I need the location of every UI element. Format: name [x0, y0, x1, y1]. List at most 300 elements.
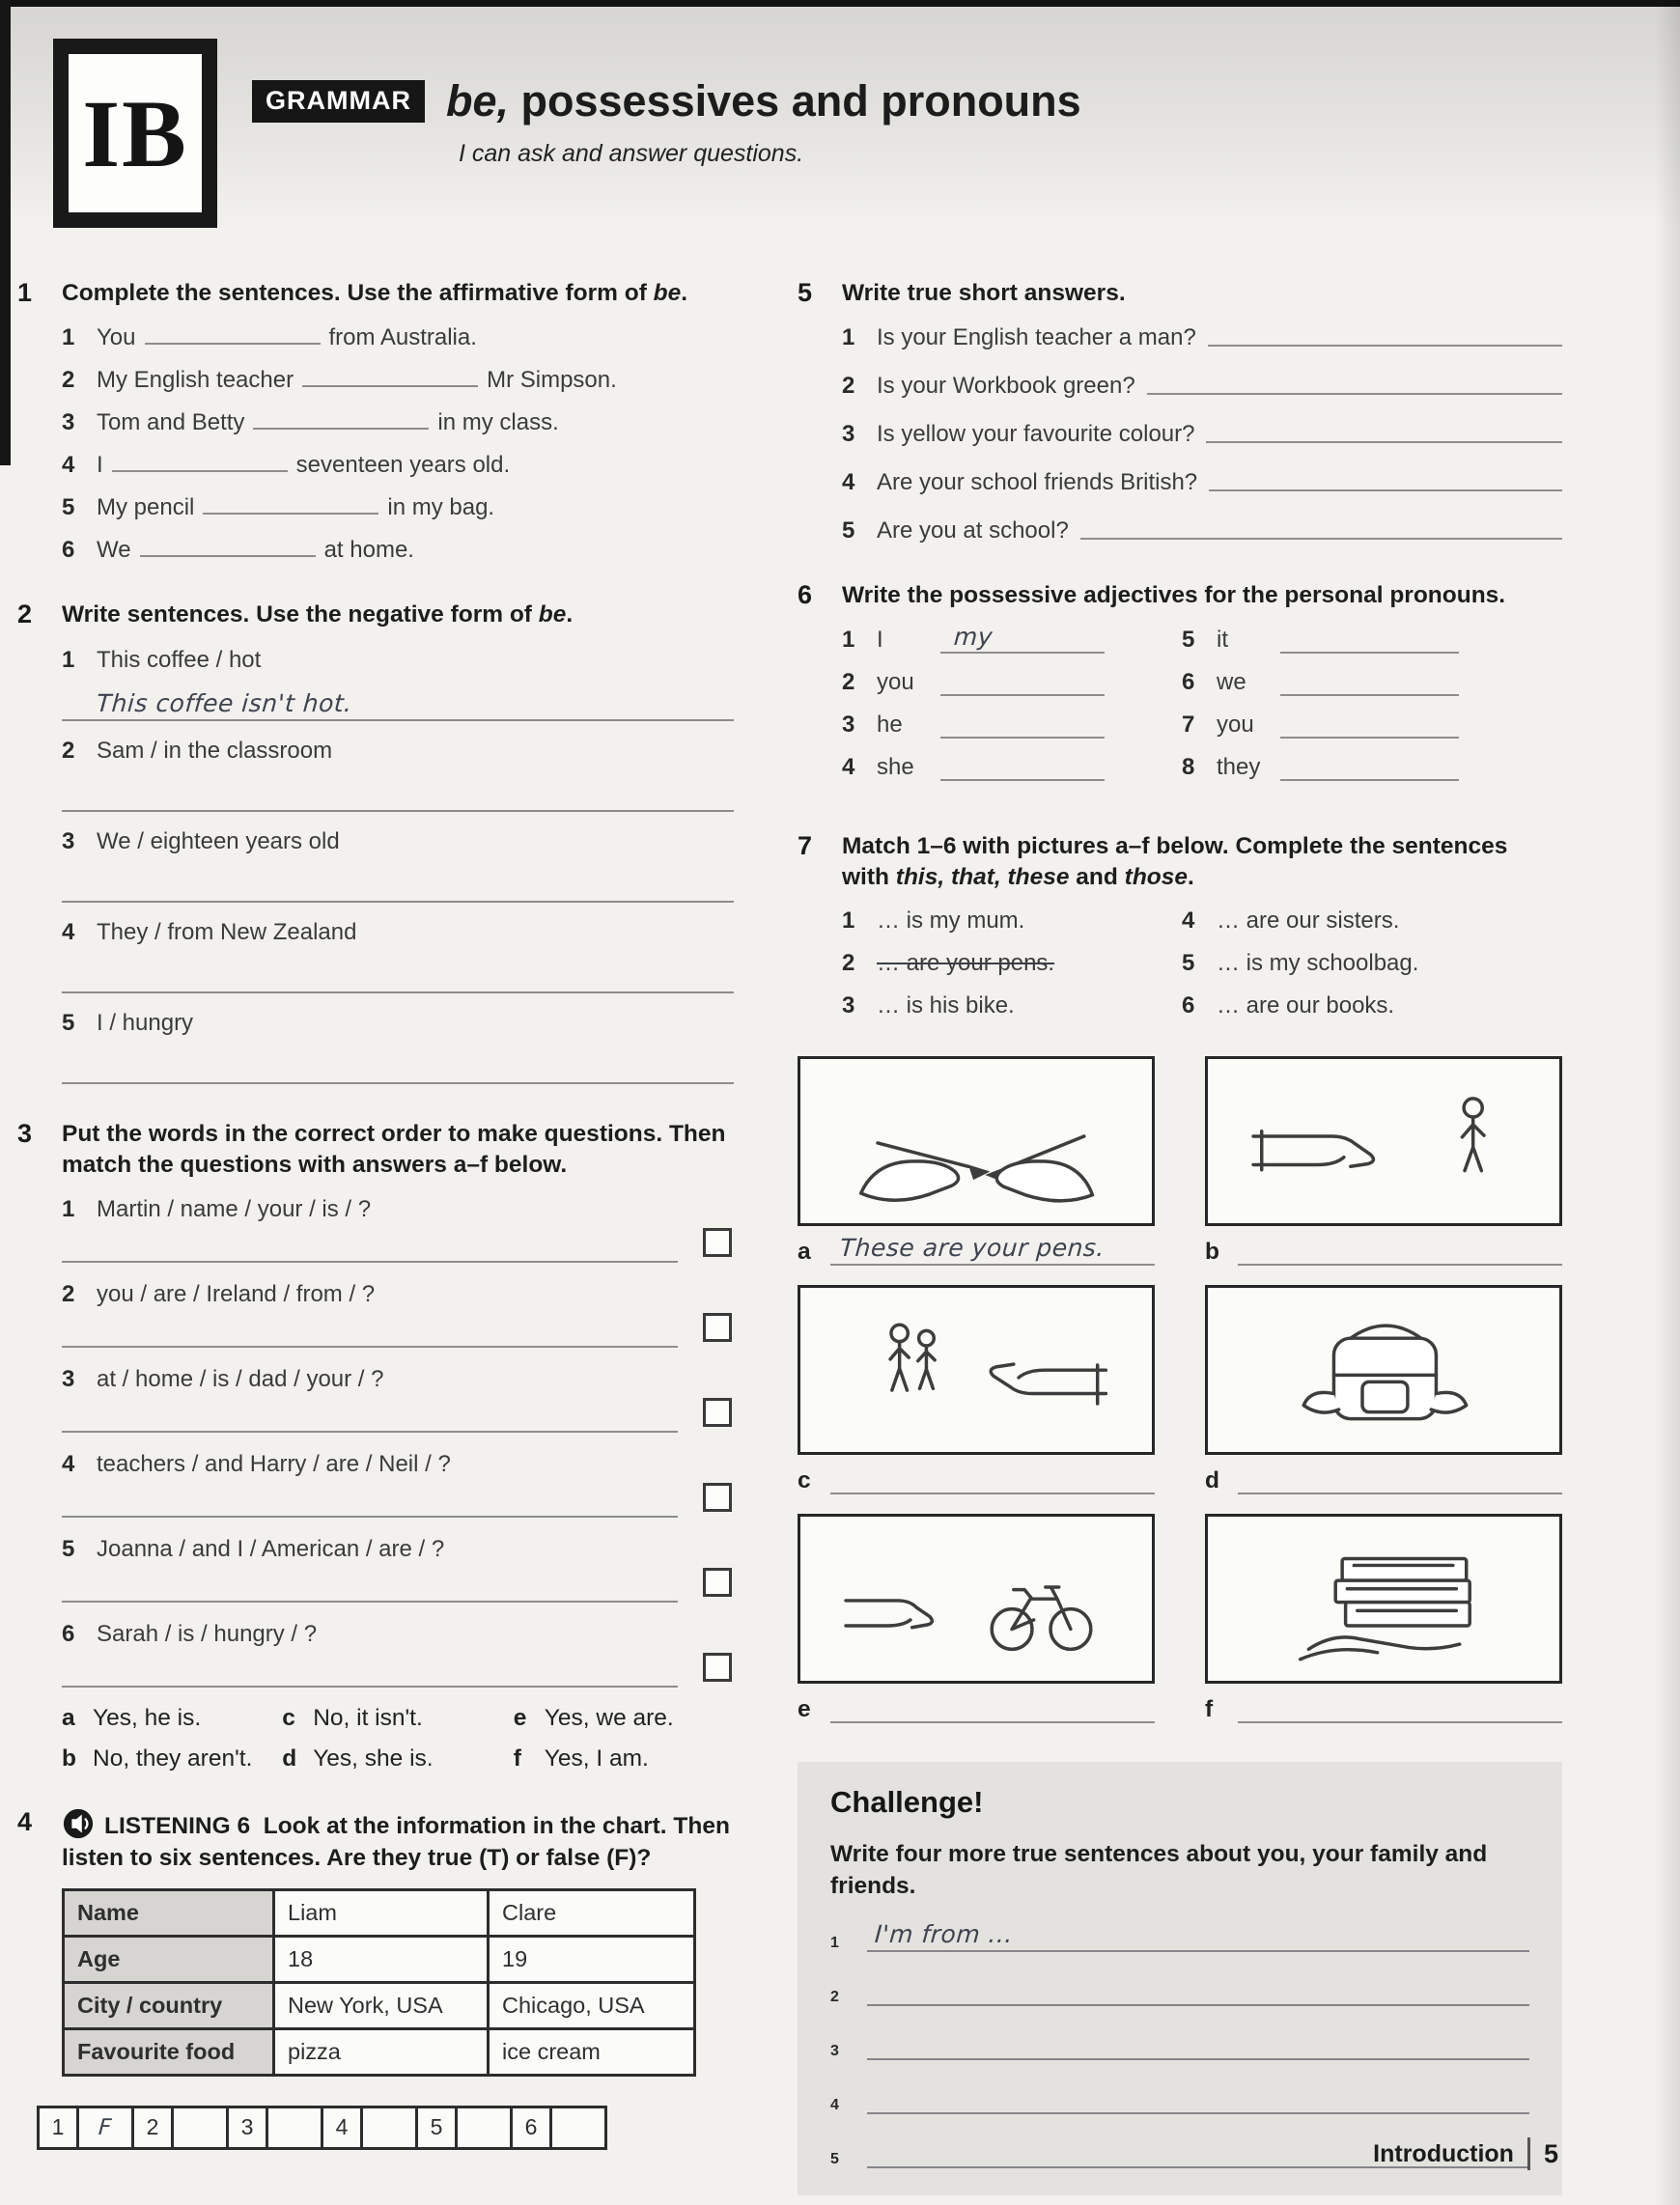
answer-checkbox[interactable] [703, 1483, 732, 1512]
answer-text: Yes, we are. [544, 1705, 674, 1732]
item-number: 2 [842, 373, 855, 400]
item-number: 6 [1182, 992, 1195, 1019]
item-prompt: Is yellow your favourite colour? [877, 421, 1195, 448]
match-item [1182, 992, 1562, 1019]
instr-italic: those [1124, 863, 1189, 890]
item-number: 3 [842, 711, 855, 738]
picture-frame [798, 1056, 1155, 1226]
answer-text: No, it isn't. [313, 1705, 423, 1732]
exercise-6 [798, 580, 1562, 795]
gap-fill-item [62, 408, 734, 437]
caption-line[interactable] [1238, 1464, 1562, 1494]
instr-pre: Complete the sentences. Use the affirmative form of [62, 280, 654, 306]
answer-blank[interactable] [112, 453, 288, 472]
strip-number: 6 [510, 2106, 552, 2150]
picture-e [798, 1514, 1155, 1723]
instr-pre: Match 1–6 with pictures a–f below. Complete the sentences with [842, 832, 1508, 890]
answer-checkbox[interactable] [703, 1228, 732, 1257]
exercise-instruction: Write the possessive adjectives for the personal pronouns. [842, 582, 1506, 609]
item-text [97, 493, 734, 522]
item-number: 3 [62, 827, 75, 854]
answer-blank[interactable] [253, 410, 429, 430]
picture-letter: a [798, 1239, 811, 1266]
answer-line[interactable] [867, 2083, 1529, 2114]
item-text [97, 451, 734, 480]
item-prompt: Is your Workbook green? [877, 373, 1135, 400]
page-content [17, 278, 1626, 2195]
schoolbag-in-hands-illustration [1215, 1295, 1552, 1445]
item-pre: We [97, 537, 131, 564]
gap-fill-item [62, 536, 734, 565]
strip-answer-box[interactable] [76, 2106, 134, 2150]
exercise-instruction [62, 600, 576, 630]
question-item [62, 1450, 734, 1518]
answer-blank[interactable] [1209, 468, 1562, 491]
answer-text: No, they aren't. [93, 1745, 253, 1772]
item-prompt: you / are / Ireland / from / ? [97, 1281, 376, 1308]
item-number: 2 [62, 737, 75, 764]
gap-fill-item [62, 366, 734, 395]
answer-text: Yes, she is. [313, 1745, 434, 1772]
picture-grid [798, 1056, 1562, 1723]
listening-info-table [62, 1888, 696, 2077]
challenge-line [830, 1975, 1529, 2006]
page-title [445, 76, 1081, 126]
answer-blank[interactable] [1147, 372, 1562, 395]
answer-line[interactable] [62, 953, 734, 993]
exercise-instruction: Put the words in the correct order to make questions. Then match the questions with answers a–f below. [62, 1120, 726, 1178]
footer-divider [1527, 2137, 1530, 2170]
picture-frame [1205, 1285, 1562, 1455]
pointing-at-person-illustration [1215, 1066, 1552, 1216]
left-column [17, 278, 734, 2195]
item-number: 1 [842, 626, 855, 653]
item-number: 4 [62, 918, 75, 945]
handwritten-caption: These are your pens. [838, 1234, 1106, 1263]
answer-line[interactable] [62, 1044, 734, 1084]
short-answer-item [842, 420, 1562, 449]
short-answer-item [842, 468, 1562, 497]
title-rest-part: possessives and pronouns [509, 76, 1081, 126]
answer-checkbox[interactable] [703, 1653, 732, 1682]
item-prompt: Sam / in the classroom [97, 737, 333, 764]
picture-caption [1205, 1692, 1562, 1723]
exercise-instruction: Write true short answers. [842, 280, 1126, 306]
exercise-number: 2 [17, 600, 33, 629]
pronoun-item [1182, 712, 1562, 739]
answer-blank[interactable] [203, 495, 378, 515]
match-item [1182, 907, 1562, 935]
item-pre: Tom and Betty [97, 409, 245, 436]
answer-blank[interactable] [1206, 420, 1562, 443]
handwritten-answer: F [98, 2114, 113, 2140]
item-number: 1 [62, 646, 75, 673]
sentence-item [62, 827, 734, 903]
answer-letter: c [282, 1705, 295, 1732]
pens-in-hands-illustration [807, 1066, 1144, 1216]
answer-line[interactable] [62, 862, 734, 903]
picture-a [798, 1056, 1155, 1266]
gap-fill-item [62, 451, 734, 480]
sentence-item [62, 646, 734, 721]
answer-line[interactable] [62, 1228, 678, 1263]
instr-italic: be [538, 601, 567, 628]
row-label-cell: City / country [64, 1982, 274, 2028]
item-pre: My English teacher [97, 367, 294, 394]
picture-caption [1205, 1464, 1562, 1494]
answer-line[interactable] [62, 1568, 678, 1603]
answer-line[interactable] [867, 1975, 1529, 2006]
item-number: 1 [62, 324, 75, 351]
strip-answer-box[interactable] [266, 2106, 323, 2150]
exercise-number: 1 [17, 278, 33, 307]
pronouns-column-right [1182, 627, 1562, 796]
answer-line[interactable] [62, 1313, 678, 1348]
instr-italic: be [653, 280, 682, 306]
item-number: 5 [62, 494, 75, 521]
caption-line[interactable] [830, 1235, 1155, 1266]
picture-frame [1205, 1514, 1562, 1684]
question-item [62, 1535, 734, 1603]
answer-letter: e [513, 1705, 527, 1732]
picture-d [1205, 1285, 1562, 1494]
strip-answer-box[interactable] [171, 2106, 229, 2150]
exercise-number: 4 [17, 1807, 33, 1837]
answer-blank[interactable] [940, 622, 1105, 654]
gap-fill-item [62, 323, 734, 352]
item-number: 5 [830, 2150, 839, 2167]
footer-section-label: Introduction [1373, 2139, 1514, 2167]
item-number: 1 [830, 1934, 839, 1951]
answer-option [62, 1745, 282, 1772]
exercise-instruction [62, 278, 691, 309]
item-number: 2 [842, 668, 855, 695]
pronoun-item [842, 622, 1182, 654]
answer-line[interactable] [62, 681, 734, 721]
item-number: 3 [842, 992, 855, 1019]
instr-mid: and [1069, 863, 1125, 890]
exercise-number: 3 [17, 1118, 33, 1148]
item-text [97, 536, 734, 565]
caption-line[interactable] [830, 1692, 1155, 1723]
true-false-answer-strip [37, 2106, 734, 2150]
pronoun-item [842, 754, 1182, 781]
instr-italic: this, that, these [895, 863, 1070, 890]
clare-cell: 19 [489, 1936, 695, 1982]
exercise-instruction [62, 1807, 734, 1874]
question-item [62, 1365, 734, 1433]
item-number: 5 [1182, 626, 1195, 653]
picture-caption [798, 1464, 1155, 1494]
exercise-3 [17, 1119, 734, 1773]
pronoun: you [877, 668, 914, 695]
pronoun-item [842, 669, 1182, 696]
lesson-objective: I can ask and answer questions. [459, 140, 804, 167]
item-post: Mr Simpson. [487, 367, 617, 394]
item-number: 2 [842, 950, 855, 977]
answer-option [282, 1745, 514, 1772]
picture-caption [1205, 1235, 1562, 1266]
item-prompt: I / hungry [97, 1009, 194, 1036]
item-number: 3 [62, 409, 75, 436]
answer-letter: d [282, 1745, 297, 1772]
challenge-instruction: Write four more true sentences about you, your family and friends. [830, 1841, 1488, 1899]
picture-letter: e [798, 1696, 811, 1723]
handwritten-answer: This coffee isn't hot. [95, 688, 353, 717]
strip-answer-box[interactable] [549, 2106, 607, 2150]
caption-line[interactable] [1238, 1235, 1562, 1266]
item-number: 4 [842, 469, 855, 496]
strip-number: 4 [321, 2106, 363, 2150]
item-number: 6 [62, 537, 75, 564]
answer-option [62, 1705, 282, 1732]
title-italic-part: be, [445, 76, 510, 126]
challenge-box [798, 1762, 1562, 2195]
item-number: 4 [1182, 907, 1195, 935]
short-answer-item [842, 323, 1562, 352]
exercise-number: 6 [798, 580, 813, 610]
answer-blank[interactable] [1080, 516, 1562, 540]
pronoun: they [1217, 753, 1261, 780]
item-number: 3 [842, 421, 855, 448]
lesson-header [17, 39, 1626, 228]
answer-text: Yes, he is. [93, 1705, 202, 1732]
handwritten-answer: my [952, 622, 994, 651]
instr-text: Look at the information in the chart. Then listen to six sentences. Are they true (T) or false (F)? [62, 1813, 730, 1871]
answer-option [514, 1705, 734, 1732]
item-number: 4 [842, 753, 855, 780]
answer-blank[interactable] [1280, 673, 1459, 696]
challenge-title: Challenge! [830, 1785, 984, 1820]
caption-line[interactable] [830, 1464, 1155, 1494]
item-text: … is my mum. [877, 907, 1025, 935]
answer-line[interactable] [867, 2029, 1529, 2060]
table-row [64, 1936, 695, 1982]
exercise-7 [798, 831, 1562, 1724]
answer-blank[interactable] [140, 538, 316, 557]
picture-letter: b [1205, 1239, 1219, 1266]
table-row [64, 1889, 695, 1936]
match-item [842, 992, 1182, 1019]
item-prompt: Is your English teacher a man? [877, 324, 1196, 351]
sentence-item [62, 918, 734, 993]
item-number: 8 [1182, 753, 1195, 780]
strip-number: 5 [415, 2106, 458, 2150]
item-post: at home. [323, 537, 414, 564]
answer-letter: b [62, 1745, 76, 1772]
liam-cell: Liam [274, 1889, 489, 1936]
item-post: in my class. [437, 409, 559, 436]
liam-cell: 18 [274, 1936, 489, 1982]
item-pre: My pencil [97, 494, 195, 521]
item-prompt: Are you at school? [877, 517, 1069, 544]
item-number: 2 [62, 367, 75, 394]
short-answer-item [842, 516, 1562, 545]
item-number: 3 [62, 1366, 75, 1393]
answer-checkbox[interactable] [703, 1568, 732, 1597]
answer-blank[interactable] [1208, 323, 1562, 347]
exercise-2 [17, 600, 734, 1083]
item-post: in my bag. [387, 494, 495, 521]
item-text [97, 408, 734, 437]
item-pre: I [97, 452, 103, 479]
item-prompt: teachers / and Harry / are / Neil / ? [97, 1451, 451, 1478]
pointing-at-bicycle-illustration [807, 1523, 1144, 1674]
header-text [252, 76, 1081, 228]
strip-number: 1 [37, 2106, 79, 2150]
question-item [62, 1195, 734, 1263]
picture-letter: d [1205, 1467, 1219, 1494]
answer-option [282, 1705, 514, 1732]
item-number: 5 [62, 1009, 75, 1036]
item-text: … is his bike. [877, 992, 1015, 1019]
answer-blank[interactable] [1280, 715, 1459, 739]
unit-code: IB [82, 79, 188, 187]
pronoun-item [1182, 754, 1562, 781]
instr-post: . [566, 601, 574, 628]
challenge-line [830, 2083, 1529, 2114]
exercise-instruction [842, 831, 1562, 894]
answer-blank[interactable] [940, 715, 1105, 739]
answer-line[interactable] [62, 1653, 678, 1688]
sentence-item [62, 737, 734, 812]
row-label-cell: Age [64, 1936, 274, 1982]
row-label-cell: Name [64, 1889, 274, 1936]
item-number: 2 [830, 1988, 839, 2005]
item-text: … are our sisters. [1217, 907, 1400, 935]
unit-label [53, 39, 217, 228]
match-item [1182, 950, 1562, 977]
grammar-badge: GRAMMAR [252, 80, 425, 123]
challenge-line [830, 2029, 1529, 2060]
match-items-right [1182, 907, 1562, 1035]
picture-caption [798, 1692, 1155, 1723]
picture-frame [798, 1514, 1155, 1684]
table-row [64, 1982, 695, 2028]
pronouns-column-left [842, 622, 1182, 796]
listening-icon [62, 1807, 95, 1840]
handwritten-answer: I'm from ... [873, 1919, 1015, 1948]
item-text: … is my schoolbag. [1217, 950, 1419, 977]
item-number: 7 [1182, 711, 1195, 738]
answer-checkbox[interactable] [703, 1398, 732, 1427]
item-prompt: They / from New Zealand [97, 918, 357, 945]
item-number: 3 [830, 2042, 839, 2059]
item-text-crossed-out: … are your pens. [877, 950, 1055, 977]
answer-line[interactable] [62, 1483, 678, 1518]
answer-option [514, 1745, 734, 1772]
match-item [842, 950, 1182, 977]
answer-text: Yes, I am. [544, 1745, 649, 1772]
pronoun: we [1217, 668, 1246, 695]
answer-checkbox[interactable] [703, 1313, 732, 1342]
row-label-cell: Favourite food [64, 2028, 274, 2075]
pronoun: you [1217, 711, 1254, 738]
item-number: 2 [62, 1281, 75, 1308]
item-prompt: Sarah / is / hungry / ? [97, 1621, 318, 1648]
page-edge-shadow [1655, 0, 1680, 2205]
item-number: 5 [842, 517, 855, 544]
answer-blank[interactable] [1280, 630, 1459, 654]
clare-cell: Chicago, USA [489, 1982, 695, 2028]
instr-pre: Write sentences. Use the negative form of [62, 601, 539, 628]
question-item [62, 1620, 734, 1688]
clare-cell: Clare [489, 1889, 695, 1936]
answer-line[interactable] [62, 771, 734, 812]
strip-number: 3 [226, 2106, 268, 2150]
match-item [842, 907, 1182, 935]
listening-label: LISTENING 6 [104, 1813, 251, 1840]
sentence-item [62, 1009, 734, 1084]
picture-frame [1205, 1056, 1562, 1226]
exercise-1 [17, 278, 734, 565]
pronoun: I [877, 626, 883, 653]
exercise-5 [798, 278, 1562, 545]
item-number: 5 [1182, 950, 1195, 977]
item-number: 4 [62, 1451, 75, 1478]
pronoun-item [1182, 627, 1562, 654]
exercise-number: 5 [798, 278, 813, 307]
page-footer [1373, 2137, 1558, 2170]
picture-letter: f [1205, 1696, 1214, 1723]
short-answer-item [842, 372, 1562, 401]
answer-letter: f [513, 1745, 521, 1772]
item-number: 6 [1182, 668, 1195, 695]
exercise-4 [17, 1807, 734, 2150]
match-items-left [842, 907, 1182, 1035]
caption-line[interactable] [1238, 1692, 1562, 1723]
item-prompt: at / home / is / dad / your / ? [97, 1366, 384, 1393]
strip-number: 2 [131, 2106, 174, 2150]
answer-blank[interactable] [940, 673, 1105, 696]
challenge-line [830, 1921, 1529, 1952]
answer-blank[interactable] [302, 368, 478, 387]
pronoun: he [877, 711, 903, 738]
picture-letter: c [798, 1467, 811, 1494]
picture-caption [798, 1235, 1155, 1266]
instr-post: . [681, 280, 688, 306]
answer-letter: a [62, 1705, 75, 1732]
answer-blank[interactable] [940, 758, 1105, 781]
item-pre: You [97, 324, 136, 351]
pronoun: she [877, 753, 914, 780]
pointing-at-people-illustration [807, 1295, 1144, 1445]
answer-blank[interactable] [1280, 758, 1459, 781]
pronoun: it [1217, 626, 1228, 653]
clare-cell: ice cream [489, 2028, 695, 2075]
item-number: 4 [62, 452, 75, 479]
item-number: 4 [830, 2096, 839, 2113]
item-prompt: Martin / name / your / is / ? [97, 1196, 372, 1223]
item-prompt: This coffee / hot [97, 646, 262, 673]
books-in-hands-illustration [1215, 1523, 1552, 1674]
item-post: from Australia. [328, 324, 477, 351]
item-number: 1 [842, 907, 855, 935]
pronoun-item [842, 712, 1182, 739]
strip-answer-box[interactable] [360, 2106, 418, 2150]
answer-blank[interactable] [145, 325, 321, 345]
footer-page-number: 5 [1543, 2138, 1558, 2168]
strip-answer-box[interactable] [455, 2106, 513, 2150]
instr-post: . [1188, 863, 1194, 890]
item-text [97, 366, 734, 395]
answer-line[interactable] [867, 1921, 1529, 1952]
item-text: … are our books. [1217, 992, 1395, 1019]
item-number: 1 [842, 324, 855, 351]
answer-line[interactable] [62, 1398, 678, 1433]
item-post: seventeen years old. [295, 452, 511, 479]
item-number: 5 [62, 1536, 75, 1563]
